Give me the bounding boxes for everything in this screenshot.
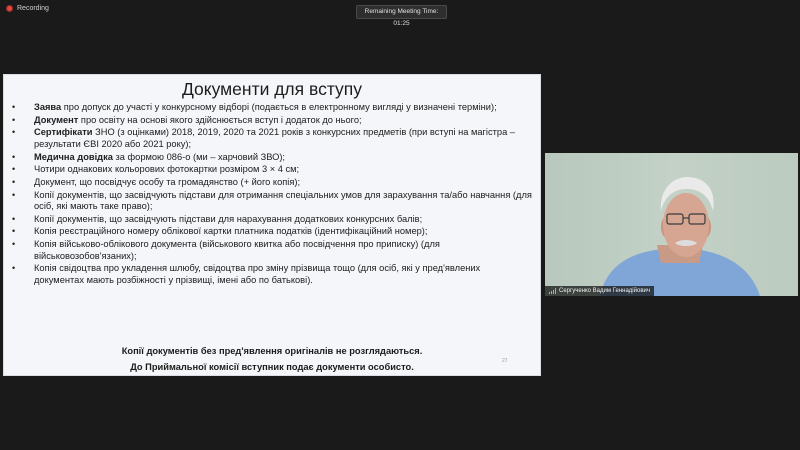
list-item: • Копія реєстраційного номеру облікової картки платника податків (ідентифікаційний номер); <box>12 226 428 237</box>
slide-note-copies: Копії документів без пред'явлення оригіналів не розглядаються. <box>121 346 423 356</box>
record-icon <box>6 5 13 12</box>
list-item: • Медична довідка за формою 086-о (ми – харчовий ЗВО); <box>12 151 286 162</box>
list-item: • Чотири однакових кольорових фотокартки розміром 3 × 4 см; <box>12 164 300 175</box>
shared-slide <box>3 74 541 376</box>
slide-title: Документи для вступу <box>181 79 363 99</box>
participant-video[interactable] <box>545 153 798 296</box>
list-item: • Копія свідоцтва про укладення шлюбу, свідоцтва про зміну прізвища тощо (для осіб, які у пред'явлених документах мають розбіжності у прізвищі, імені або по батькові). <box>12 263 481 285</box>
list-item: • Документ про освіту на основі якого здійснюється вступ і додаток до нього; <box>12 114 362 125</box>
recording-label: Recording <box>17 5 49 12</box>
slide-page-number: 27 <box>502 358 508 364</box>
participant-name-label <box>545 286 654 296</box>
face-shape <box>663 193 709 257</box>
list-item: • Сертифікати ЗНО (з оцінками) 2018, 2019, 2020 та 2021 років з конкурсних предметів (при вступі на магістра – результати ЄВІ 2020 або 2021 року); <box>12 127 515 149</box>
meeting-timer: Remaining Meeting Time: 01:25 <box>356 5 447 19</box>
recording-indicator <box>6 5 49 12</box>
list-item: • Копії документів, що засвідчують підстави для нарахування додаткових конкурсних балів; <box>12 213 423 224</box>
list-item: • Копії документів, що засвідчують підстави для отримання спеціальних умов для зарахування та/або навчання (для осіб, які мають таке право); <box>12 189 532 212</box>
participant-figure <box>545 153 798 296</box>
slide-note-submission: До Приймальної комісії вступник подає документи особисто. <box>130 362 414 372</box>
slide-bullet-list <box>12 102 532 287</box>
list-item: • Копія військово-облікового документа (військового квитка або посвідчення про приписку) (для військовозобов'язаних); <box>12 239 440 261</box>
signal-bars-icon <box>549 288 556 294</box>
list-item: • Документ, що посвідчує особу та громадянство (+ його копія); <box>12 176 301 187</box>
list-item: • Заява про допуск до участі у конкурсному відборі (подається в електронному вигляді у визначені терміни); <box>12 102 497 112</box>
participant-name: Сергученко Вадим Геннадійович <box>559 288 650 294</box>
